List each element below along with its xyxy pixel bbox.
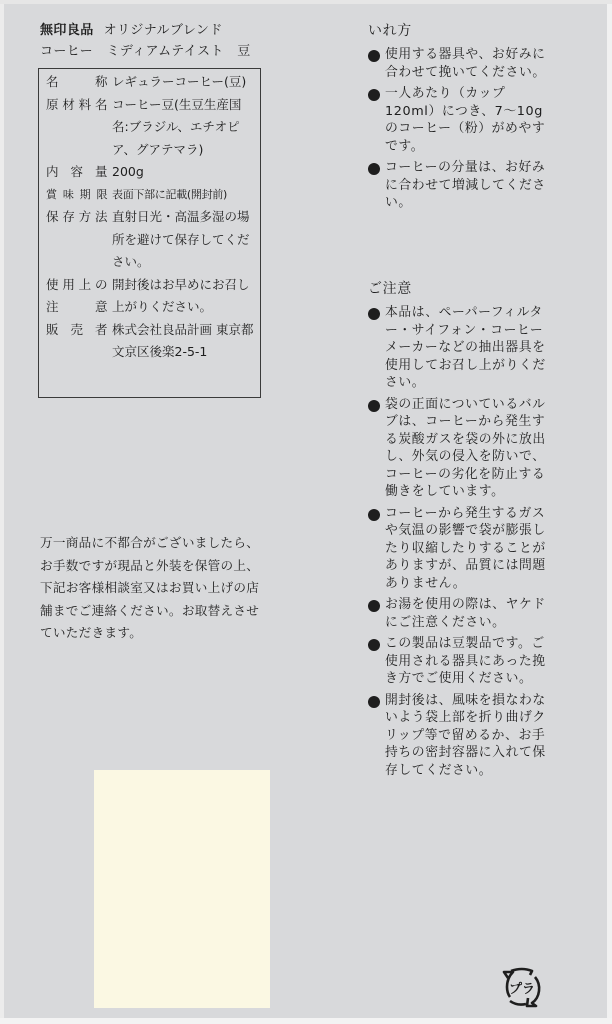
brewing-section	[368, 20, 553, 216]
spec-label: 販売者	[46, 321, 108, 337]
spec-row	[46, 71, 260, 94]
list-item	[368, 505, 553, 593]
list-item-text: コーヒーの分量は、お好みに合わせて増減してください。	[385, 160, 546, 210]
brewing-heading: いれ方	[368, 23, 412, 39]
date-label-area	[94, 770, 270, 1008]
caution-list	[368, 304, 553, 779]
spec-label: 名 称	[46, 74, 108, 89]
spec-row	[46, 206, 260, 274]
customer-contact-note	[40, 532, 272, 645]
spec-row	[46, 184, 260, 207]
spec-row	[46, 161, 260, 184]
bullet-dot-icon	[368, 600, 380, 612]
left-edge	[0, 0, 4, 1024]
spec-value: 開封後はお早めにお召し上がりください。	[112, 276, 250, 314]
recycle-pla-icon	[499, 966, 545, 1008]
spec-row	[46, 94, 260, 162]
spec-value: 株式会社良品計画 東京都文京区後楽2-5-1	[112, 321, 254, 359]
contact-text: 万一商品に不都合がございましたら、お手数ですが現品と外装を保管の上、下記お客様相談室又はお買い上げの店舗までご連絡ください。お取替えさせていただきます。	[40, 535, 260, 640]
list-item	[368, 304, 553, 392]
spec-label: 賞味期限	[46, 187, 108, 201]
spec-value: 直射日光・高温多湿の場所を避けて保存してください。	[112, 209, 250, 269]
spec-value: 200g	[112, 164, 144, 179]
list-item	[368, 46, 553, 81]
bullet-dot-icon	[368, 50, 380, 62]
caution-section	[368, 278, 553, 783]
caution-heading: ご注意	[368, 281, 412, 297]
list-item	[368, 396, 553, 501]
spec-label: 原材料名	[46, 96, 108, 112]
list-item	[368, 85, 553, 155]
list-item-text: コーヒーから発生するガスや気温の影響で袋が膨張したり収縮したりすることがありますが、品質には問題ありません。	[385, 505, 546, 591]
bullet-dot-icon	[368, 696, 380, 708]
list-item-text: 一人あたり（カップ120ml）につき、7〜10gのコーヒー（粉）がめやすです。	[385, 86, 546, 154]
spec-label: 使用上の注意	[46, 276, 108, 314]
list-item-text: この製品は豆製品です。ご使用される器具にあった挽き方でご使用ください。	[385, 636, 546, 686]
brand-name: 無印良品	[40, 23, 94, 38]
bottom-edge	[0, 1018, 612, 1024]
list-item-text: お湯を使用の際は、ヤケドにご注意ください。	[385, 597, 546, 630]
list-item	[368, 159, 553, 212]
right-edge	[607, 0, 612, 1024]
list-item-text: 袋の正面についているバルブは、コーヒーから発生する炭酸ガスを袋の外に放出し、外気の侵入を防いで、コーヒーの劣化を防止する働きをしています。	[385, 396, 546, 499]
bullet-dot-icon	[368, 89, 380, 101]
list-item-text: 開封後は、風味を損なわないよう袋上部を折り曲げクリップ等で留めるか、お手持ちの密封容器に入れて保存してください。	[385, 692, 546, 778]
spec-value: レギュラーコーヒー(豆)	[112, 74, 247, 89]
spec-table	[38, 68, 261, 398]
bullet-dot-icon	[368, 163, 380, 175]
top-edge	[0, 0, 612, 4]
spec-row	[46, 274, 260, 319]
list-item-text: 本品は、ペーパーフィルター・サイフォン・コーヒーメーカーなどの抽出器具を使用してお召し上がりください。	[385, 305, 546, 390]
list-item	[368, 635, 553, 688]
bullet-dot-icon	[368, 400, 380, 412]
spec-value: コーヒー豆(生豆生産国名:ブラジル、エチオピア、グアテマラ)	[112, 96, 242, 157]
product-name: オリジナルブレンド	[103, 23, 223, 38]
spec-value: 表面下部に記載(開封前)	[112, 187, 227, 201]
product-title	[40, 20, 251, 62]
bullet-dot-icon	[368, 308, 380, 320]
bullet-dot-icon	[368, 639, 380, 651]
list-item	[368, 596, 553, 631]
list-item-text: 使用する器具や、お好みに合わせて挽いてください。	[385, 47, 546, 80]
list-item	[368, 692, 553, 780]
spec-label: 保存方法	[46, 209, 108, 224]
spec-row	[46, 319, 260, 364]
bullet-dot-icon	[368, 509, 380, 521]
spec-label: 内容量	[46, 164, 108, 179]
product-subtitle: コーヒー ミディアムテイスト 豆	[40, 44, 251, 59]
recycle-text: プラ	[508, 982, 536, 997]
brewing-list	[368, 46, 553, 212]
